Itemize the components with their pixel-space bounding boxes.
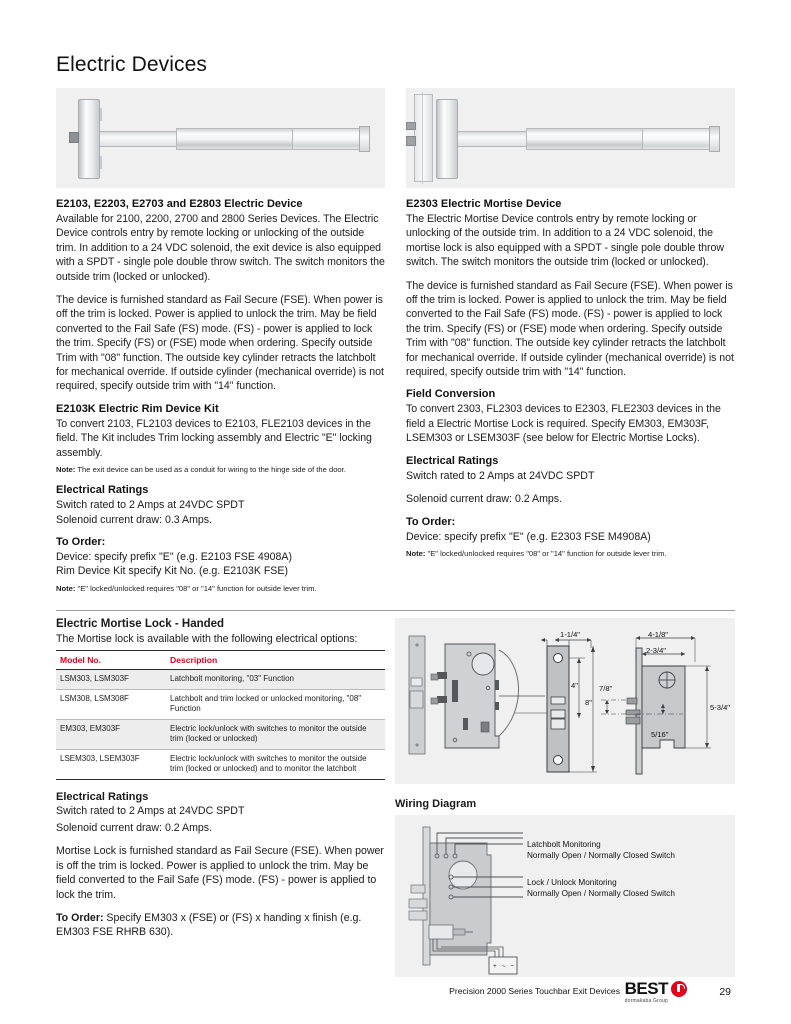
dimension-label-4-1-8: 4-1/8" [648,630,669,639]
right-order-line-1: Device: specify prefix "E" (e.g. E2303 FSE M4908A) [406,530,651,543]
right-section1-heading: E2303 Electric Mortise Device [406,198,562,210]
table-body [56,670,385,780]
left-section1-paragraph1: Available for 2100, 2200, 2700 and 2800 Series Devices. The Electric Device controls entry by remote locking or unlocking of the outside trim. In addition to a 24 VDC solenoid, the exit device is also equipped with a SPDT - single pole double throw switch. The switch monitors the outside trim (locked or unlocked). [56,213,385,283]
wiring-label-latchbolt-line2: Normally Open / Normally Closed Switch [527,851,675,860]
page-footer [56,978,735,1014]
dimension-label-7-8: 7/8" [599,684,613,693]
best-logo-subtext: dormakaba Group [624,998,668,1004]
cell-description: Electric lock/unlock with switches to monitor the outside trim (locked or unlocked) [166,719,385,749]
bottom-left-details [56,791,385,940]
mortise-latch-shape [406,136,416,146]
bottom-ratings-heading: Electrical Ratings [56,790,149,803]
table-row [56,719,385,749]
two-column-content [56,88,735,603]
note-label: Note: [406,548,426,558]
best-logo-text: BEST [624,979,668,998]
device-endplate-nub-shape [69,132,79,143]
dimension-label-5-16: 5/16" [651,730,669,739]
device-detail-line [100,156,102,169]
bottom-right-column [395,618,735,977]
right-section1-paragraph1: The Electric Mortise Device controls entry by remote locking or unlocking of the outside trim. In addition to a 24 VDC solenoid, the mortise lock is also equipped with a SPDT - single pole double throw switch. The switch monitors the outside trim (locked or unlocked). [406,213,724,269]
right-note-1 [406,548,735,559]
mortise-lock-dimension-drawing [395,618,735,784]
table-row [56,670,385,690]
note-text: The exit device can be used as a conduit for wiring to the hinge side of the door. [75,465,346,475]
note-label: Note: [56,465,76,475]
left-section1-paragraph2: The device is furnished standard as Fail Secure (FSE). When power is off the trim is locked. Power is applied to unlock the trim. May be field converted to the Fail Safe (FS) mode. (FS) - power is applied to lock the trim. Specify (FS) or (FSE) mode when ordering. Specify outside Trim with "08" function. The outside key cylinder retracts the latchbolt for mechanical override. If outside cylinder (mechanical override) is not required, specify outside trim with "14" function. [56,294,384,393]
footer-document-title: Precision 2000 Series Touchbar Exit Devices [449,986,620,996]
page-number: 29 [719,986,731,998]
device-endcap-shape [709,126,720,152]
best-logo-mark-icon [671,981,687,997]
device-touchbar-end-shape [292,128,366,150]
wiring-diagram-title: Wiring Diagram [395,798,477,810]
wiring-label-lock-unlock-line2: Normally Open / Normally Closed Switch [527,889,675,898]
table-row [56,749,385,779]
page-title: Electric Devices [56,53,207,76]
right-section1-paragraph2: The device is furnished standard as Fail Secure (FSE). When power is off the trim is locked. Power is applied to unlock the trim. May be field converted to the Fail Safe (FS) mode. (FS) - power is applied to lock the trim. Specify (FS) or (FSE) mode when ordering. Specify outside Trim with "08" function. The outside key cylinder retracts the latchbolt for mechanical override. If outside cylinder (mechanical override) is not required, specify outside trim with "14" function. [406,279,734,379]
column-header-model-no: Model No. [56,651,166,670]
note-text: "E" locked/unlocked requires "08" or "14" function for outside lever trim. [75,583,317,593]
device-stem-shape [458,131,528,147]
mortise-faceplate-shape [414,94,433,182]
note-label: Note: [56,583,76,593]
cell-model: LSEM303, LSEM303F [56,749,166,779]
mortise-lock-subheading: The Mortise lock is available with the following electrical options: [56,633,358,645]
electrical-options-table [56,650,385,780]
left-ratings-line-2: Solenoid current draw: 0.3 Amps. [56,513,213,526]
column-header-description: Description [166,651,385,670]
bottom-ratings-line-2: Solenoid current draw: 0.2 Amps. [56,821,213,834]
left-note-1 [56,464,385,475]
order-label: To Order: [56,911,104,924]
exit-device-photo [56,88,385,188]
dimension-label-2-3-4: 2-3/4" [646,646,667,655]
cell-description: Latchbolt and trim locked or unlocked monitoring, "08" Function [166,689,385,719]
device-detail-line [100,108,102,121]
terminal-block-symbols: + ~ − [493,963,516,970]
device-endplate-shape [436,99,458,179]
right-ratings-line-1: Switch rated to 2 Amps at 24VDC SPDT [406,469,595,482]
device-stem-shape [100,131,178,147]
dimension-drawing-svg [395,618,735,784]
left-order-line-2: Rim Device Kit specify Kit No. (e.g. E2103K FSE) [56,565,288,578]
wiring-diagram-panel [395,815,735,977]
right-section2-heading: Field Conversion [406,388,496,401]
device-endplate-shape [78,99,100,179]
mortise-exit-device-photo [406,88,735,188]
cell-description: Electric lock/unlock with switches to monitor the outside trim (locked or unlocked) and to monitor the latchbolt [166,749,385,779]
bottom-section [56,618,735,977]
bottom-left-column [56,618,385,949]
device-endcap-shape [359,126,370,152]
cell-description: Latchbolt monitoring, "03" Function [166,670,385,690]
right-section2-paragraph1: To convert 2303, FL2303 devices to E2303, FLE2303 devices in the field a Electric Mortise Lock is required. Specify EM303, EM303F, LSEM303 or LSEM303F (see below for Electric Mortise Locks). [406,403,721,445]
left-ratings-line-1: Switch rated to 2 Amps at 24VDC SPDT [56,499,245,512]
left-column [56,88,385,603]
device-touchbar-end-shape [642,128,716,150]
wiring-label-latchbolt [527,839,675,861]
table-row [56,689,385,719]
best-logo-wordmark [625,978,687,997]
wiring-label-lock-unlock-line1: Lock / Unlock Monitoring [527,878,617,887]
best-logo [625,978,687,1004]
bottom-paragraph: Mortise Lock is furnished standard as Fail Secure (FSE). When power is off the trim is locked. Power is applied to unlock the trim. May be field converted to the Fail Safe (FS) mode. (FS) - power is applied to lock the trim. [56,845,384,901]
dimension-label-5-3-4: 5-3/4" [710,703,731,712]
section-divider [56,610,735,611]
right-ratings-heading: Electrical Ratings [406,454,499,467]
left-ratings-heading: Electrical Ratings [56,484,149,497]
note-text: "E" locked/unlocked requires "08" or "14" function for outside lever trim. [425,548,667,558]
cell-model: LSM308, LSM308F [56,689,166,719]
left-section1-heading: E2103, E2203, E2703 and E2803 Electric Device [56,198,303,210]
right-order-heading: To Order: [406,515,456,528]
order-text: Specify EM303 x (FSE) or (FS) x handing x finish (e.g. EM303 FSE RHRB 630). [56,911,362,939]
left-order-line-1: Device: specify prefix "E" (e.g. E2103 FSE 4908A) [56,550,292,563]
right-column [406,88,735,568]
dimension-label-1-1-4: 1-1/4" [560,630,581,639]
left-note-2 [56,583,385,594]
cell-model: LSM303, LSM303F [56,670,166,690]
mortise-bolt-shape [406,122,416,130]
left-section2-heading: E2103K Electric Rim Device Kit [56,402,219,415]
left-order-heading: To Order: [56,535,106,548]
right-ratings-line-2: Solenoid current draw: 0.2 Amps. [406,493,563,506]
dimension-label-4in: 4" [571,681,578,690]
mortise-lock-heading: Electric Mortise Lock - Handed [56,618,225,630]
door-edge-line [422,92,423,184]
bottom-order-line [56,911,385,940]
wiring-label-lock-unlock [527,877,675,899]
left-section2-paragraph1: To convert 2103, FL2103 devices to E2103, FLE2103 devices in the field. The Kit includes Trim locking assembly and Electric "E" locking assembly. [56,417,372,459]
table-header-row [56,651,385,670]
bottom-ratings-line-1: Switch rated to 2 Amps at 24VDC SPDT [56,804,245,817]
wiring-label-latchbolt-line1: Latchbolt Monitoring [527,840,601,849]
dimension-label-8in: 8" [585,698,592,707]
cell-model: EM303, EM303F [56,719,166,749]
